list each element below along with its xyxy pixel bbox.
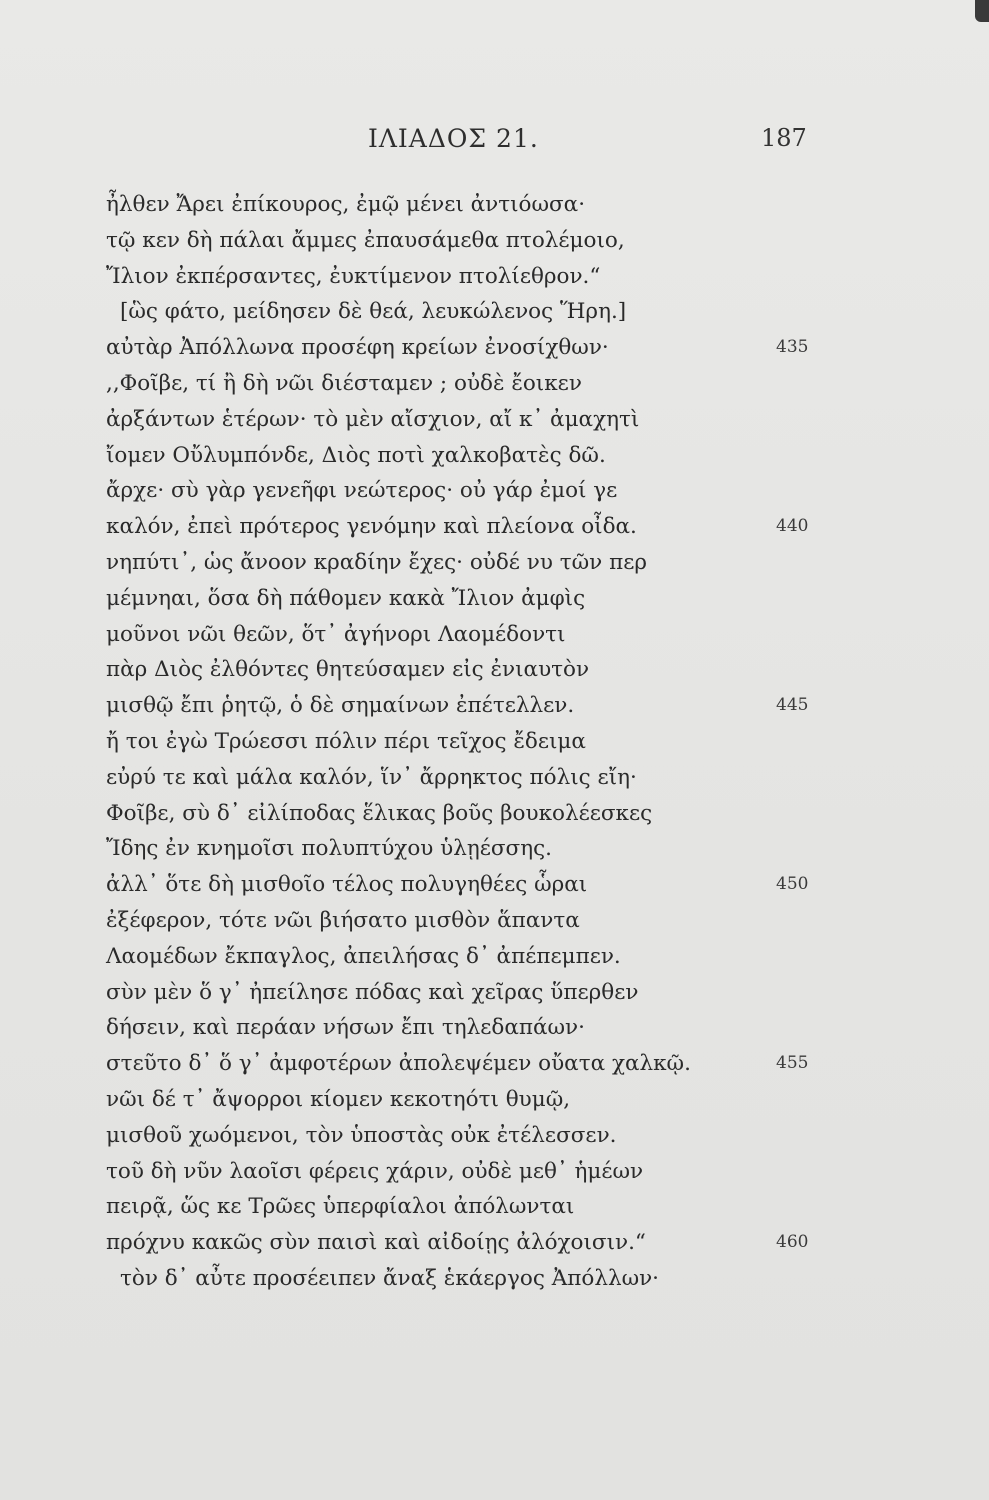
page-number: 187 xyxy=(761,124,807,152)
verse-line: [ὣς φάτο, μείδησεν δὲ θεά, λευκώλενος Ἥρη.] xyxy=(120,299,627,325)
verse-line: καλόν, ἐπεὶ πρότερος γενόμην καὶ πλείονα οἶδα. 440 xyxy=(106,509,826,545)
page-corner-mark xyxy=(975,0,989,22)
verse-line: ἀλλ᾽ ὅτε δὴ μισθοῖο τέλος πολυγηθέες ὧραι 450 xyxy=(106,867,826,903)
verse-line: μισθῷ ἔπι ῥητῷ, ὁ δὲ σημαίνων ἐπέτελλεν. 445 xyxy=(106,688,826,724)
verse-line: πρόχνυ κακῶς σὺν παισὶ καὶ αἰδοίῃς ἀλόχοισιν.“ 460 xyxy=(106,1225,826,1261)
verse-line: στεῦτο δ᾽ ὅ γ᾽ ἀμφοτέρων ἀπολεψέμεν οὔατα χαλκῷ. 455 xyxy=(106,1046,826,1082)
line-number: 435 xyxy=(776,337,809,358)
verse-line: αὐτὰρ Ἀπόλλωνα προσέφη κρείων ἐνοσίχθων· 435 xyxy=(106,330,826,366)
verse-line: ἄρχε· σὺ γὰρ γενεῆφι νεώτερος· οὐ γάρ ἐμοί γε xyxy=(106,478,618,504)
line-number: 450 xyxy=(776,874,809,895)
verse-line: ἐξέφερον, τότε νῶι βιήσατο μισθὸν ἅπαντα xyxy=(106,907,580,933)
line-number: 445 xyxy=(776,695,809,716)
running-title: ΙΛΙΑΔΟΣ 21. xyxy=(368,124,539,153)
verse-line: ἦλθεν Ἄρει ἐπίκουρος, ἐμῷ μένει ἀντιόωσα· xyxy=(106,192,586,217)
verse-line: Φοῖβε, σὺ δ᾽ εἰλίποδας ἕλικας βοῦς βουκολέεσκες xyxy=(106,800,653,826)
verse-line: ,,Φοῖβε, τί ἢ δὴ νῶι διέσταμεν ; οὐδὲ ἔοικεν xyxy=(106,370,582,396)
verse-line: Ἴδης ἐν κνημοῖσι πολυπτύχου ὑλῃέσσης. xyxy=(106,836,552,862)
line-number: 455 xyxy=(776,1053,809,1074)
verse-line: εὐρύ τε καὶ μάλα καλόν, ἵν᾽ ἄρρηκτος πόλις εἴη· xyxy=(106,764,637,790)
verse-line: τοῦ δὴ νῦν λαοῖσι φέρεις χάριν, οὐδὲ μεθ᾽ ἡμέων xyxy=(106,1158,644,1184)
verse-line: σὺν μὲν ὅ γ᾽ ἠπείλησε πόδας καὶ χεῖρας ὕπερθεν xyxy=(106,979,639,1005)
verse-line: ἤ τοι ἐγὼ Τρώεσσι πόλιν πέρι τεῖχος ἔδειμα xyxy=(106,728,586,754)
page-header xyxy=(0,124,989,164)
line-number: 440 xyxy=(776,516,809,537)
verse-line: νηπύτι᾽, ὡς ἄνοον κραδίην ἔχες· οὐδέ νυ τῶν περ xyxy=(106,549,647,575)
verse-line: μισθοῦ χωόμενοι, τὸν ὑποστὰς οὐκ ἐτέλεσσεν. xyxy=(106,1122,617,1148)
verse-line: Λαομέδων ἔκπαγλος, ἀπειλήσας δ᾽ ἀπέπεμπεν. xyxy=(106,943,621,969)
verse-line: πὰρ Διὸς ἐλθόντες θητεύσαμεν εἰς ἐνιαυτὸν xyxy=(106,657,590,683)
verse-line: Ἴλιον ἐκπέρσαντες, ἐυκτίμενον πτολίεθρον.“ xyxy=(106,263,601,289)
line-number: 460 xyxy=(776,1232,809,1253)
verse-line: τὸν δ᾽ αὖτε προσέειπεν ἄναξ ἑκάεργος Ἀπόλλων· xyxy=(120,1265,660,1291)
verse-line: πειρᾷ, ὥς κε Τρῶες ὑπερφίαλοι ἀπόλωνται xyxy=(106,1194,575,1220)
verse-line: ἀρξάντων ἑτέρων· τὸ μὲν αἴσχιον, αἴ κ᾽ ἀμαχητὶ xyxy=(106,406,640,432)
verse-line: νῶι δέ τ᾽ ἄψορροι κίομεν κεκοτηότι θυμῷ, xyxy=(106,1086,571,1112)
verse-line: μέμνηαι, ὅσα δὴ πάθομεν κακὰ Ἴλιον ἀμφὶς xyxy=(106,585,586,611)
verse-line: ἴομεν Οὔλυμπόνδε, Διὸς ποτὶ χαλκοβατὲς δῶ. xyxy=(106,442,606,468)
verse-line: δήσειν, καὶ περάαν νήσων ἔπι τηλεδαπάων· xyxy=(106,1015,585,1041)
verse-line: τῷ κεν δὴ πάλαι ἄμμες ἐπαυσάμεθα πτολέμοιο, xyxy=(106,227,625,253)
verse-line: μοῦνοι νῶι θεῶν, ὅτ᾽ ἀγήνορι Λαομέδοντι xyxy=(106,621,566,647)
verse-block xyxy=(106,187,826,1297)
